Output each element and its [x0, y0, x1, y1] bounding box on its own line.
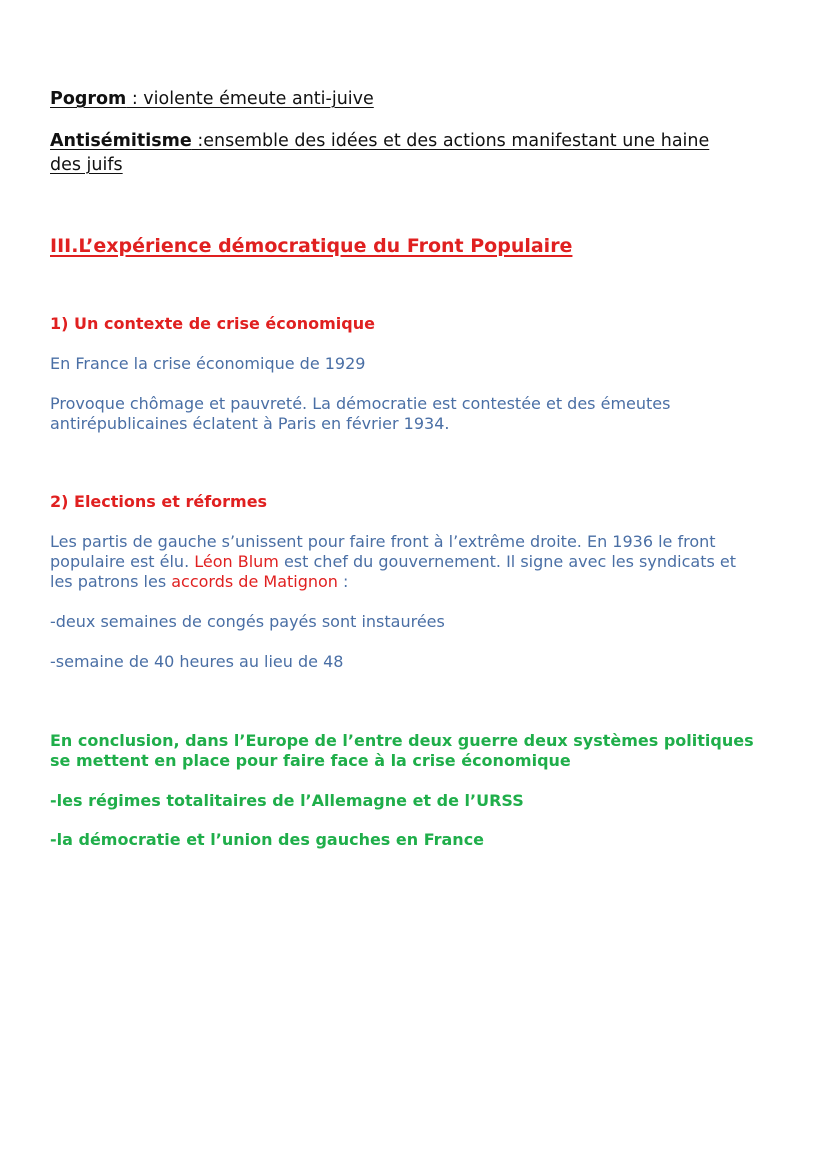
definition-text: :ensemble des idées et des actions manifestant une haine: [191, 131, 710, 151]
conclusion-item1: -les régimes totalitaires de l’Allemagne et de l’URSS: [50, 791, 524, 810]
highlight-accords-matignon: accords de Matignon: [171, 572, 338, 591]
section-title: III.L’expérience démocratique du Front Populaire: [50, 235, 573, 257]
part2-title: 2) Elections et réformes: [50, 492, 268, 511]
part2-para-line2: [50, 552, 736, 572]
part2-bullet1: -deux semaines de congés payés sont instaurées: [50, 612, 445, 631]
part1-para2-line1: Provoque chômage et pauvreté. La démocratie est contestée et des émeutes: [50, 394, 671, 413]
text-segment: les patrons les: [50, 572, 172, 591]
definition-pogrom: [50, 89, 374, 109]
definition-text: : violente émeute anti-juive: [126, 89, 374, 109]
part2-bullet2: -semaine de 40 heures au lieu de 48: [50, 652, 344, 671]
text-segment: est chef du gouvernement. Il signe avec les syndicats et: [278, 552, 737, 571]
part1-para1: En France la crise économique de 1929: [50, 354, 366, 373]
highlight-leon-blum: Léon Blum: [194, 552, 279, 571]
part2-para-line1: Les partis de gauche s’unissent pour faire front à l’extrême droite. En 1936 le front: [50, 532, 716, 551]
text-segment: populaire est élu.: [50, 552, 195, 571]
definition-text: des juifs: [50, 155, 123, 175]
definition-antisemitisme-line2: [50, 155, 123, 175]
definition-term: Antisémitisme: [50, 131, 192, 151]
conclusion-item2: -la démocratie et l’union des gauches en France: [50, 830, 485, 849]
text-segment: :: [337, 572, 349, 591]
conclusion-line2: se mettent en place pour faire face à la crise économique: [50, 751, 571, 770]
part2-para-line3: [50, 572, 348, 592]
definition-term: Pogrom: [50, 89, 127, 109]
definition-antisemitisme-line1: [50, 131, 709, 151]
part1-title: 1) Un contexte de crise économique: [50, 314, 375, 333]
part1-para2-line2: antirépublicaines éclatent à Paris en février 1934.: [50, 414, 450, 433]
conclusion-line1: En conclusion, dans l’Europe de l’entre deux guerre deux systèmes politiques: [50, 731, 754, 750]
